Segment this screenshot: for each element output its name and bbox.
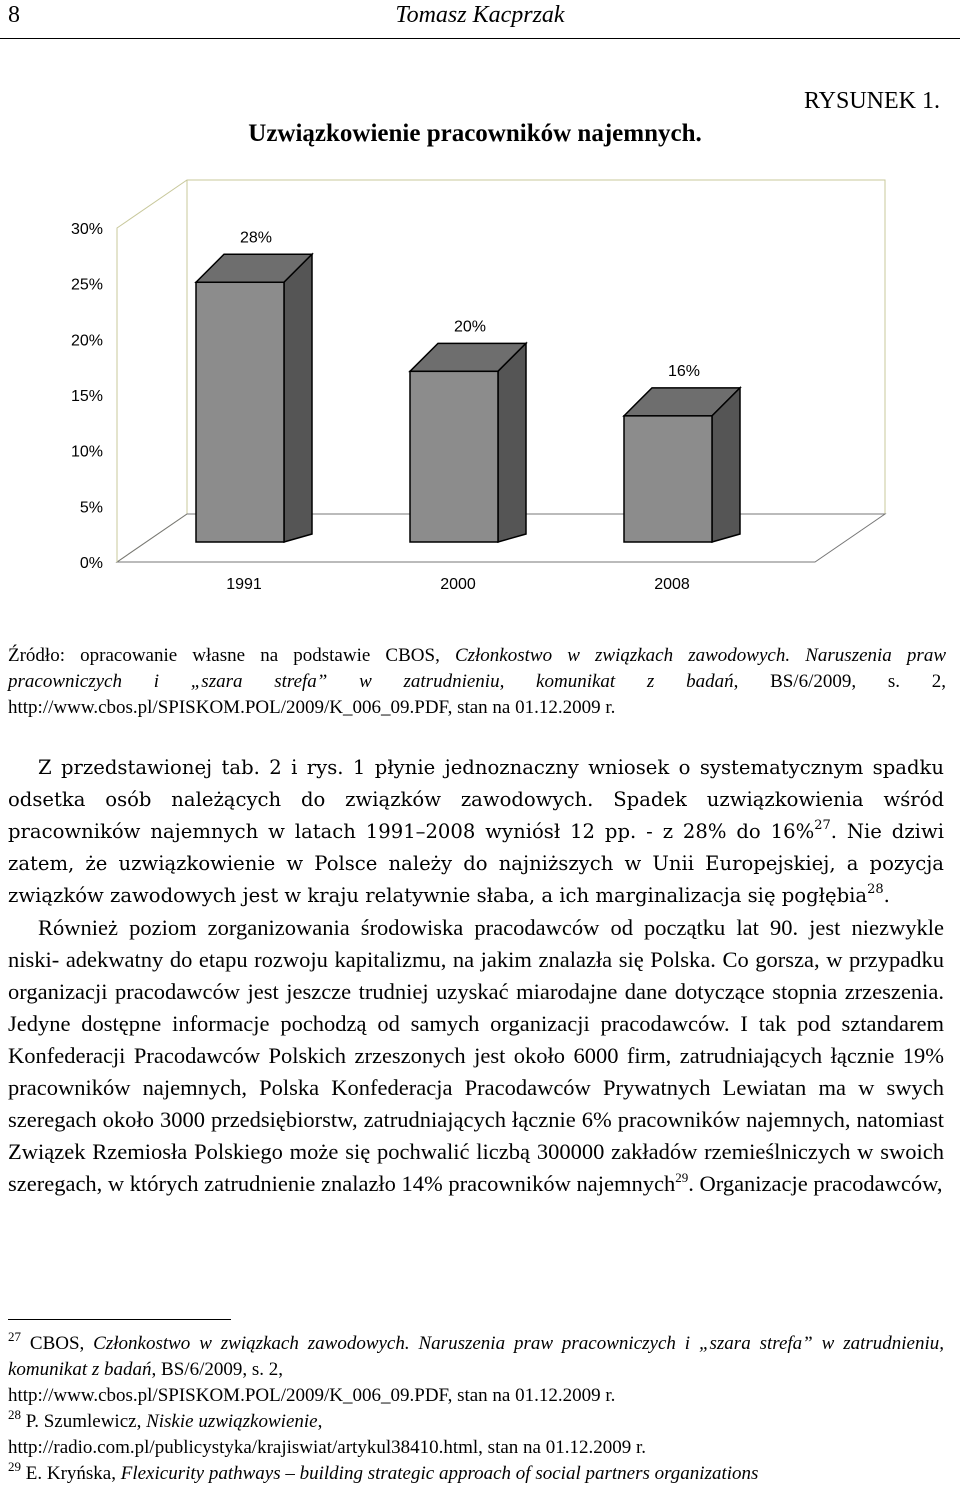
figure-source: [8, 643, 946, 721]
footnote-prefix: P. Szumlewicz,: [21, 1411, 147, 1432]
footnote-link[interactable]: http://www.cbos.pl/SPISKOM.POL/2009/K_006_09.PDF, stan na 01.12.2009 r.: [8, 1385, 616, 1406]
footnote-title: Flexicurity pathways – building strategic approach of social partners organizations: [120, 1463, 759, 1484]
bar-side: [712, 388, 740, 542]
footnote-number: 27: [8, 1329, 21, 1344]
footnote-suffix: , BS/6/2009, s. 2,: [151, 1359, 283, 1380]
source-title: Członkostwo w związkach zawodowych. Naruszenia praw pracowniczych i „szara strefa” w zatrudnieniu, komunikat z badań: [8, 645, 946, 692]
bar-side: [284, 254, 312, 542]
running-header-author: Tomasz Kacprzak: [395, 2, 565, 28]
paragraph-1-text-b: . Nie dziwi zatem, że uzwiązkowienie w Polsce należy do najniższych w Unii Europejskiej, a pozycja związków zawodowych jest w kraju relatywnie słaba, a ich marginalizacja się pogłębia: [8, 820, 944, 907]
paragraph-1: [8, 752, 944, 912]
footnote-number: 29: [8, 1459, 21, 1474]
footnotes: [8, 1331, 944, 1487]
chart-bars: [196, 254, 740, 542]
footnote-29: [8, 1461, 944, 1487]
footnote-link[interactable]: http://radio.com.pl/publicystyka/krajiswiat/artykul38410.html, stan na 01.12.2009 r.: [8, 1437, 647, 1458]
bar-2008: [624, 388, 740, 542]
y-tick-label: 25%: [70, 276, 103, 294]
y-tick-label: 0%: [79, 555, 103, 572]
paragraph-2-text-a: Również poziom zorganizowania środowiska pracodawców od początku lat 90. jest niezwykle niski- adekwatny do etapu rozwoju kapitalizmu, na jakim znalazła się Polska. Co gorsza, w przypadku organizacji pracodawców jest jeszcze trudniej uzyskać miarodajne dane dotyczące stopnia zrzeszenia. Jedyne dostępne informacje pochodzą od samych organizacji pracodawców. I tak pod sztandarem Konfederacji Pracodawców Polskich zrzeszonych jest około 6000 firm, zatrudniających łącznie 19% pracowników najemnych, Polska Konfederacja Pracodawców Prywatnych Lewiatan ma w swych szeregach około 3000 przedsiębiorstw, zatrudniających łącznie 6% pracowników najemnych, natomiast Związek Rzemiosła Polskiego może się pochwalić liczbą 300000 zakładów rzemieślniczych w swoich szeregach, w których zatrudnienie znalazło 14% pracowników najemnych: [8, 915, 944, 1196]
paragraph-1-text-c: .: [883, 884, 890, 907]
footnote-27: [8, 1331, 944, 1409]
footnote-suffix: ,: [317, 1411, 323, 1432]
paragraph-2-text-b: . Organizacje pracodawców,: [688, 1171, 943, 1196]
y-axis-tick-labels: [71, 221, 103, 572]
bar-side: [498, 343, 526, 542]
bar-2000: [410, 343, 526, 542]
y-tick-label: 30%: [70, 221, 103, 238]
x-axis-tick-labels: [226, 576, 690, 593]
y-tick-label: 15%: [70, 388, 103, 405]
footnote-ref-29[interactable]: 29: [675, 1170, 689, 1185]
footnote-prefix: E. Kryńska,: [21, 1463, 121, 1484]
footnote-title: Niskie uzwiązkowienie: [146, 1411, 318, 1432]
y-tick-label: 20%: [70, 332, 103, 350]
footnote-28: [8, 1409, 944, 1461]
y-tick-label: 10%: [70, 443, 103, 461]
footnote-ref-27[interactable]: 27: [814, 818, 831, 833]
data-label: 28%: [239, 229, 273, 247]
footnote-divider: [8, 1319, 231, 1320]
footnote-prefix: CBOS,: [21, 1333, 94, 1354]
figure-title: Uzwiązkowienie pracowników najemnych.: [248, 120, 702, 147]
paragraph-1-text-a: Z przedstawionej tab. 2 i rys. 1 płynie jednoznaczny wniosek o systematycznym spadku odsetka osób należących do związków zawodowych. Spadek uzwiązkowienia wśród pracowników najemnych w latach 1991–2008 wyniósł 12 pp. - z 28% do 16%: [8, 756, 944, 843]
bar-chart: [0, 170, 960, 610]
x-tick-label: 2000: [440, 576, 476, 593]
source-prefix: Źródło: opracowanie własne na podstawie CBOS,: [8, 645, 455, 666]
data-label: 20%: [453, 318, 487, 336]
footnote-ref-28[interactable]: 28: [867, 882, 884, 897]
page-number: 8: [8, 2, 20, 28]
bar-front: [410, 371, 498, 542]
paragraph-2: [8, 912, 944, 1200]
bar-1991: [196, 254, 312, 542]
bar-front: [196, 282, 284, 542]
x-tick-label: 1991: [226, 576, 262, 593]
x-tick-label: 2008: [654, 576, 690, 593]
data-label: 16%: [667, 362, 701, 380]
figure-label: RYSUNEK 1.: [803, 88, 940, 114]
y-tick-label: 5%: [79, 499, 103, 517]
bar-front: [624, 416, 712, 542]
footnote-title: Członkostwo w związkach zawodowych. Naruszenia praw pracowniczych i „szara strefa” w zatrudnieniu, komunikat z badań: [8, 1333, 944, 1380]
body-text: [8, 752, 944, 1200]
footnote-number: 28: [8, 1407, 21, 1422]
header-divider: [0, 38, 960, 39]
source-suffix: , BS/6/2009, s. 2, http://www.cbos.pl/SPISKOM.POL/2009/K_006_09.PDF, stan na 01.12.2009 r.: [8, 671, 946, 718]
